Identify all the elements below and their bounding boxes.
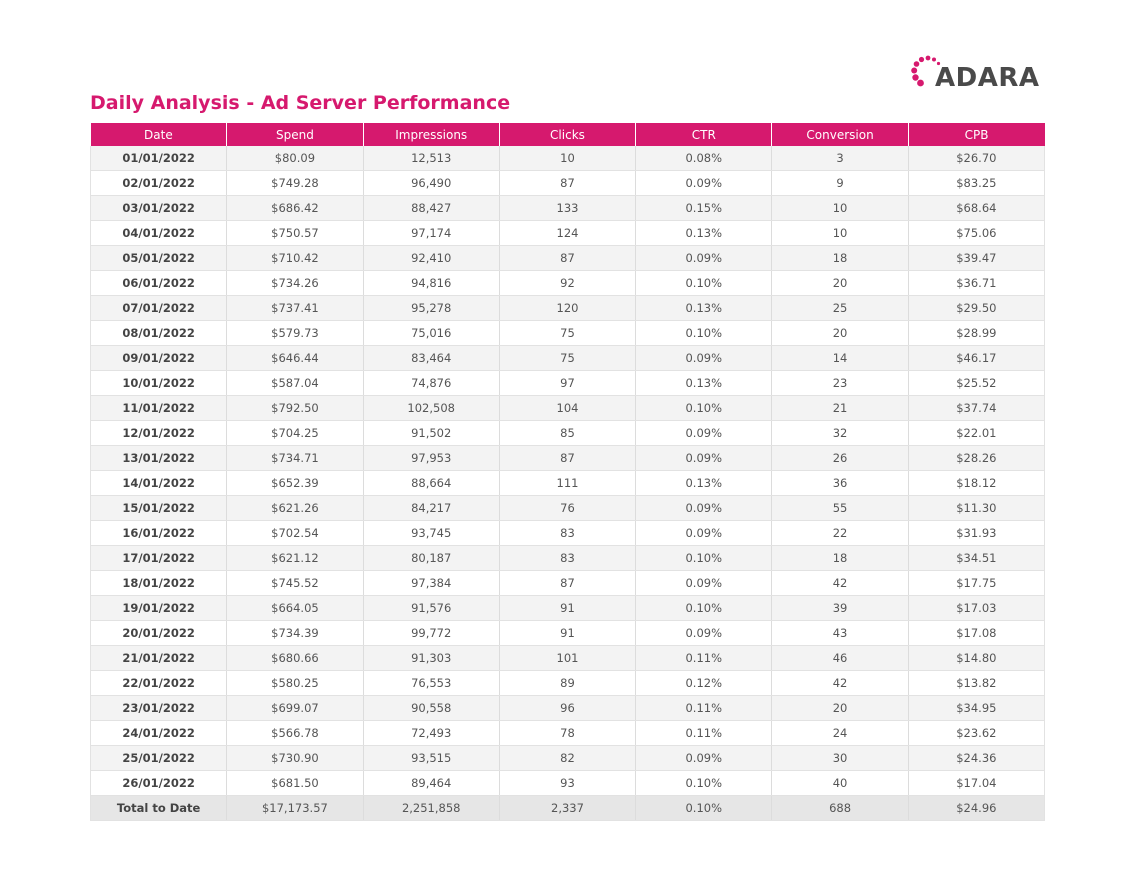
- cell-ctr: 0.10%: [636, 546, 772, 571]
- cell-cpb: $28.99: [908, 321, 1044, 346]
- cell-date: 11/01/2022: [91, 396, 227, 421]
- cell-clicks: 87: [499, 571, 635, 596]
- cell-impressions: 91,303: [363, 646, 499, 671]
- cell-spend: $734.26: [227, 271, 363, 296]
- table-row: [91, 496, 1045, 521]
- cell-date: 13/01/2022: [91, 446, 227, 471]
- cell-spend: $699.07: [227, 696, 363, 721]
- cell-spend: $734.39: [227, 621, 363, 646]
- cell-ctr: 0.09%: [636, 421, 772, 446]
- cell-conversion: 20: [772, 696, 908, 721]
- cell-clicks: 93: [499, 771, 635, 796]
- cell-date: 16/01/2022: [91, 521, 227, 546]
- cell-conversion: 14: [772, 346, 908, 371]
- column-header-cpb: CPB: [908, 123, 1044, 146]
- table-row: [91, 221, 1045, 246]
- cell-impressions: 97,953: [363, 446, 499, 471]
- cell-spend: $646.44: [227, 346, 363, 371]
- cell-cpb: $23.62: [908, 721, 1044, 746]
- cell-clicks: 124: [499, 221, 635, 246]
- cell-ctr: 0.09%: [636, 346, 772, 371]
- cell-cpb: $24.36: [908, 746, 1044, 771]
- cell-clicks: 82: [499, 746, 635, 771]
- cell-impressions: 88,664: [363, 471, 499, 496]
- total-cpb: $24.96: [908, 796, 1044, 821]
- cell-ctr: 0.09%: [636, 496, 772, 521]
- table-row: [91, 671, 1045, 696]
- cell-conversion: 46: [772, 646, 908, 671]
- cell-spend: $702.54: [227, 521, 363, 546]
- cell-cpb: $37.74: [908, 396, 1044, 421]
- table-row: [91, 746, 1045, 771]
- table-header-row: [91, 123, 1045, 146]
- cell-impressions: 96,490: [363, 171, 499, 196]
- cell-conversion: 39: [772, 596, 908, 621]
- cell-impressions: 91,576: [363, 596, 499, 621]
- table-row: [91, 171, 1045, 196]
- cell-clicks: 96: [499, 696, 635, 721]
- column-header-impressions: Impressions: [363, 123, 499, 146]
- cell-clicks: 75: [499, 346, 635, 371]
- cell-date: 02/01/2022: [91, 171, 227, 196]
- cell-spend: $750.57: [227, 221, 363, 246]
- total-clicks: 2,337: [499, 796, 635, 821]
- cell-conversion: 23: [772, 371, 908, 396]
- cell-date: 18/01/2022: [91, 571, 227, 596]
- table-row: [91, 596, 1045, 621]
- cell-impressions: 90,558: [363, 696, 499, 721]
- cell-conversion: 25: [772, 296, 908, 321]
- cell-ctr: 0.10%: [636, 271, 772, 296]
- cell-spend: $566.78: [227, 721, 363, 746]
- cell-ctr: 0.09%: [636, 571, 772, 596]
- table-row: [91, 271, 1045, 296]
- table-row: [91, 146, 1045, 171]
- cell-date: 22/01/2022: [91, 671, 227, 696]
- cell-conversion: 10: [772, 196, 908, 221]
- cell-impressions: 84,217: [363, 496, 499, 521]
- performance-table: [90, 123, 1045, 821]
- cell-cpb: $28.26: [908, 446, 1044, 471]
- cell-clicks: 104: [499, 396, 635, 421]
- cell-clicks: 10: [499, 146, 635, 171]
- cell-ctr: 0.08%: [636, 146, 772, 171]
- table-row: [91, 321, 1045, 346]
- table-row: [91, 546, 1045, 571]
- cell-conversion: 55: [772, 496, 908, 521]
- cell-spend: $737.41: [227, 296, 363, 321]
- adara-logo: [911, 55, 1047, 95]
- cell-clicks: 91: [499, 621, 635, 646]
- cell-ctr: 0.09%: [636, 171, 772, 196]
- cell-conversion: 10: [772, 221, 908, 246]
- cell-impressions: 76,553: [363, 671, 499, 696]
- table-row: [91, 646, 1045, 671]
- cell-ctr: 0.10%: [636, 596, 772, 621]
- cell-ctr: 0.09%: [636, 246, 772, 271]
- cell-date: 12/01/2022: [91, 421, 227, 446]
- cell-spend: $621.12: [227, 546, 363, 571]
- cell-ctr: 0.12%: [636, 671, 772, 696]
- cell-ctr: 0.11%: [636, 721, 772, 746]
- cell-impressions: 97,384: [363, 571, 499, 596]
- cell-cpb: $34.51: [908, 546, 1044, 571]
- cell-date: 25/01/2022: [91, 746, 227, 771]
- cell-clicks: 91: [499, 596, 635, 621]
- table-body: [91, 146, 1045, 796]
- cell-conversion: 24: [772, 721, 908, 746]
- cell-date: 07/01/2022: [91, 296, 227, 321]
- cell-ctr: 0.11%: [636, 696, 772, 721]
- cell-impressions: 102,508: [363, 396, 499, 421]
- cell-conversion: 36: [772, 471, 908, 496]
- cell-cpb: $83.25: [908, 171, 1044, 196]
- cell-impressions: 88,427: [363, 196, 499, 221]
- cell-date: 14/01/2022: [91, 471, 227, 496]
- cell-date: 21/01/2022: [91, 646, 227, 671]
- column-header-ctr: CTR: [636, 123, 772, 146]
- cell-date: 26/01/2022: [91, 771, 227, 796]
- table-row: [91, 421, 1045, 446]
- cell-date: 20/01/2022: [91, 621, 227, 646]
- cell-clicks: 101: [499, 646, 635, 671]
- cell-clicks: 78: [499, 721, 635, 746]
- cell-ctr: 0.10%: [636, 771, 772, 796]
- cell-cpb: $22.01: [908, 421, 1044, 446]
- cell-spend: $664.05: [227, 596, 363, 621]
- cell-conversion: 22: [772, 521, 908, 546]
- column-header-conversion: Conversion: [772, 123, 908, 146]
- cell-date: 17/01/2022: [91, 546, 227, 571]
- cell-cpb: $25.52: [908, 371, 1044, 396]
- cell-clicks: 83: [499, 546, 635, 571]
- cell-clicks: 89: [499, 671, 635, 696]
- cell-date: 05/01/2022: [91, 246, 227, 271]
- cell-clicks: 76: [499, 496, 635, 521]
- cell-impressions: 93,745: [363, 521, 499, 546]
- cell-conversion: 18: [772, 546, 908, 571]
- cell-spend: $587.04: [227, 371, 363, 396]
- cell-impressions: 93,515: [363, 746, 499, 771]
- cell-cpb: $17.03: [908, 596, 1044, 621]
- cell-spend: $710.42: [227, 246, 363, 271]
- cell-conversion: 21: [772, 396, 908, 421]
- cell-clicks: 83: [499, 521, 635, 546]
- cell-clicks: 87: [499, 246, 635, 271]
- table-row: [91, 621, 1045, 646]
- cell-spend: $792.50: [227, 396, 363, 421]
- cell-cpb: $17.04: [908, 771, 1044, 796]
- cell-spend: $652.39: [227, 471, 363, 496]
- cell-spend: $681.50: [227, 771, 363, 796]
- cell-cpb: $18.12: [908, 471, 1044, 496]
- cell-conversion: 20: [772, 271, 908, 296]
- total-spend: $17,173.57: [227, 796, 363, 821]
- cell-spend: $734.71: [227, 446, 363, 471]
- table-row: [91, 371, 1045, 396]
- cell-date: 03/01/2022: [91, 196, 227, 221]
- cell-spend: $80.09: [227, 146, 363, 171]
- cell-spend: $730.90: [227, 746, 363, 771]
- cell-spend: $621.26: [227, 496, 363, 521]
- column-header-date: Date: [91, 123, 227, 146]
- table-row: [91, 721, 1045, 746]
- table-row: [91, 696, 1045, 721]
- cell-cpb: $29.50: [908, 296, 1044, 321]
- cell-cpb: $39.47: [908, 246, 1044, 271]
- cell-spend: $680.66: [227, 646, 363, 671]
- cell-ctr: 0.13%: [636, 371, 772, 396]
- cell-conversion: 40: [772, 771, 908, 796]
- cell-clicks: 133: [499, 196, 635, 221]
- table-row: [91, 346, 1045, 371]
- cell-ctr: 0.09%: [636, 746, 772, 771]
- cell-clicks: 87: [499, 171, 635, 196]
- cell-ctr: 0.10%: [636, 321, 772, 346]
- cell-impressions: 91,502: [363, 421, 499, 446]
- cell-ctr: 0.09%: [636, 521, 772, 546]
- cell-spend: $580.25: [227, 671, 363, 696]
- cell-clicks: 97: [499, 371, 635, 396]
- cell-impressions: 75,016: [363, 321, 499, 346]
- cell-spend: $745.52: [227, 571, 363, 596]
- cell-ctr: 0.13%: [636, 296, 772, 321]
- cell-ctr: 0.09%: [636, 446, 772, 471]
- cell-date: 06/01/2022: [91, 271, 227, 296]
- cell-impressions: 99,772: [363, 621, 499, 646]
- cell-spend: $749.28: [227, 171, 363, 196]
- cell-cpb: $36.71: [908, 271, 1044, 296]
- cell-date: 24/01/2022: [91, 721, 227, 746]
- page-title: Daily Analysis - Ad Server Performance: [90, 92, 511, 114]
- column-header-spend: Spend: [227, 123, 363, 146]
- cell-date: 09/01/2022: [91, 346, 227, 371]
- table-row: [91, 521, 1045, 546]
- cell-ctr: 0.11%: [636, 646, 772, 671]
- cell-conversion: 20: [772, 321, 908, 346]
- total-label: Total to Date: [91, 796, 227, 821]
- cell-ctr: 0.13%: [636, 471, 772, 496]
- cell-conversion: 43: [772, 621, 908, 646]
- cell-cpb: $75.06: [908, 221, 1044, 246]
- table-row: [91, 196, 1045, 221]
- cell-ctr: 0.15%: [636, 196, 772, 221]
- cell-impressions: 89,464: [363, 771, 499, 796]
- cell-clicks: 111: [499, 471, 635, 496]
- cell-impressions: 92,410: [363, 246, 499, 271]
- cell-impressions: 72,493: [363, 721, 499, 746]
- cell-impressions: 74,876: [363, 371, 499, 396]
- cell-impressions: 95,278: [363, 296, 499, 321]
- cell-spend: $686.42: [227, 196, 363, 221]
- cell-date: 15/01/2022: [91, 496, 227, 521]
- total-impressions: 2,251,858: [363, 796, 499, 821]
- total-ctr: 0.10%: [636, 796, 772, 821]
- table-row: [91, 571, 1045, 596]
- cell-cpb: $13.82: [908, 671, 1044, 696]
- cell-spend: $579.73: [227, 321, 363, 346]
- cell-date: 08/01/2022: [91, 321, 227, 346]
- cell-date: 04/01/2022: [91, 221, 227, 246]
- cell-conversion: 3: [772, 146, 908, 171]
- cell-cpb: $34.95: [908, 696, 1044, 721]
- cell-clicks: 75: [499, 321, 635, 346]
- cell-conversion: 42: [772, 571, 908, 596]
- cell-cpb: $26.70: [908, 146, 1044, 171]
- table-row: [91, 771, 1045, 796]
- cell-clicks: 92: [499, 271, 635, 296]
- cell-clicks: 120: [499, 296, 635, 321]
- cell-date: 19/01/2022: [91, 596, 227, 621]
- cell-conversion: 26: [772, 446, 908, 471]
- cell-date: 10/01/2022: [91, 371, 227, 396]
- table-row: [91, 296, 1045, 321]
- cell-ctr: 0.13%: [636, 221, 772, 246]
- cell-spend: $704.25: [227, 421, 363, 446]
- table-row: [91, 446, 1045, 471]
- table-row: [91, 471, 1045, 496]
- total-conversion: 688: [772, 796, 908, 821]
- cell-cpb: $11.30: [908, 496, 1044, 521]
- column-header-clicks: Clicks: [499, 123, 635, 146]
- cell-ctr: 0.09%: [636, 621, 772, 646]
- cell-cpb: $17.08: [908, 621, 1044, 646]
- total-row: [91, 796, 1045, 821]
- cell-cpb: $68.64: [908, 196, 1044, 221]
- cell-ctr: 0.10%: [636, 396, 772, 421]
- cell-date: 01/01/2022: [91, 146, 227, 171]
- cell-conversion: 32: [772, 421, 908, 446]
- cell-clicks: 87: [499, 446, 635, 471]
- cell-impressions: 83,464: [363, 346, 499, 371]
- cell-impressions: 97,174: [363, 221, 499, 246]
- table-row: [91, 396, 1045, 421]
- brand-name: ADARA: [935, 63, 1040, 93]
- cell-impressions: 12,513: [363, 146, 499, 171]
- cell-impressions: 94,816: [363, 271, 499, 296]
- cell-conversion: 30: [772, 746, 908, 771]
- cell-conversion: 18: [772, 246, 908, 271]
- cell-conversion: 42: [772, 671, 908, 696]
- cell-date: 23/01/2022: [91, 696, 227, 721]
- cell-clicks: 85: [499, 421, 635, 446]
- cell-conversion: 9: [772, 171, 908, 196]
- cell-cpb: $46.17: [908, 346, 1044, 371]
- cell-cpb: $31.93: [908, 521, 1044, 546]
- cell-impressions: 80,187: [363, 546, 499, 571]
- cell-cpb: $14.80: [908, 646, 1044, 671]
- table-row: [91, 246, 1045, 271]
- cell-cpb: $17.75: [908, 571, 1044, 596]
